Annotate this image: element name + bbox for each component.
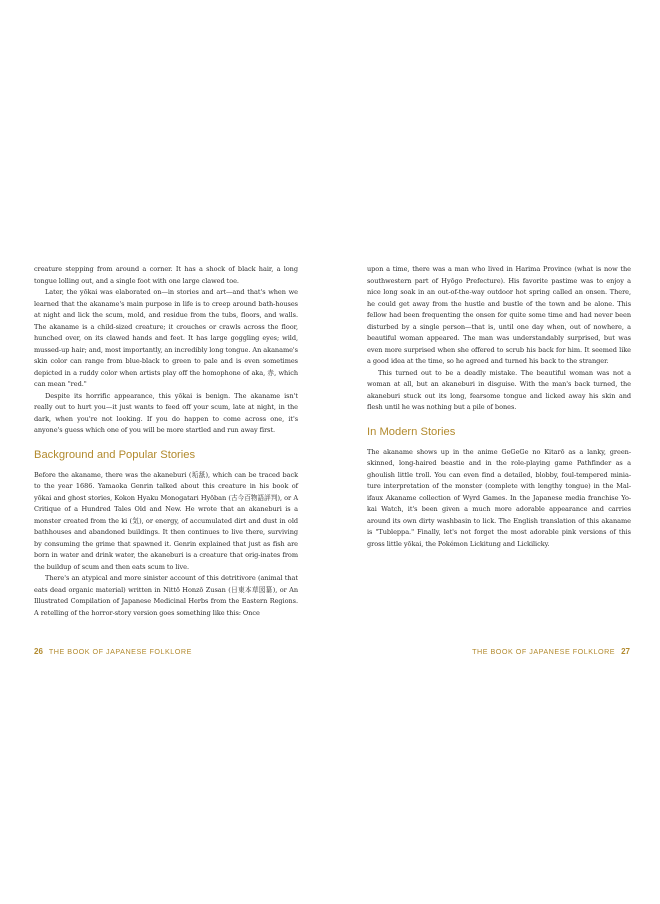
left-page xyxy=(34,264,298,619)
footer-right xyxy=(472,647,630,656)
right-page xyxy=(367,264,631,550)
left-intro-paragraph-3: Despite its horrific appearance, this yōkai is benign. The akaname isn't really out to hurt you—it just wants to feed off your scum, late at night, in the dark, when you're not looking. If you do happen to come across one, it's anyone's guess which one of you will be more startled and run away first. xyxy=(34,391,298,434)
right-story-paragraph-1: upon a time, there was a man who lived in Harima Province (what is now the southwestern part of Hyōgo Prefecture). His favorite pastime was to enjoy a nice long soak in an out-of-the-way outdoor hot spring called an onsen. There, he could get away from the hustle and bustle of the town and be alone. This fellow had been frequenting the onsen for quite some time and had never been disturbed by a single person—that is, until one day when, out of nowhere, a beautiful woman appeared. The man was understandably surprised, but was even more surprised when she offered to scrub his back for him. It seemed like a good idea at the time, so he agreed and turned his back to the stranger. xyxy=(367,265,631,365)
left-intro-paragraph-2: Later, the yōkai was elaborated on—in stories and art—and that's when we learned that the akaname's main purpose in life is to creep around bath-houses at night and lick the scum, mold, and residue from the tubs, floors, and walls. The akaname is a child-sized creature; it crouches or crawls across the floor, hunched over, on its clawed hands and feet. It has large goggling eyes; wild, mussed-up hair; and, most importantly, an incredibly long tongue. An akaname's skin color can range from blue-black to green to pale and is even sometimes depicted in a ruddy color when artists play off the homophone of aka, 赤, which can mean "red." xyxy=(34,288,298,388)
footer-left xyxy=(34,647,192,656)
section-heading-background: Background and Popular Stories xyxy=(34,448,196,461)
page-number-left: 26 xyxy=(34,647,43,656)
running-title-left: THE BOOK OF JAPANESE FOLKLORE xyxy=(48,647,192,656)
section-heading-modern: In Modern Stories xyxy=(367,425,456,438)
left-intro-paragraph-1: creature stepping from around a corner. It has a shock of black hair, a long tongue lolling out, and a single foot with one large clawed toe. xyxy=(34,265,298,285)
left-background-paragraph-2: There's an atypical and more sinister account of this detritivore (animal that eats dead organic material) written in Nittō Honzō Zusan (日東本草図纂), or An Illustrated Compilation of Japanese Medicinal Herbs from the Eastern Regions. A retelling of the horror-story version goes something like this: Once xyxy=(34,574,298,617)
running-title-right: THE BOOK OF JAPANESE FOLKLORE xyxy=(472,647,616,656)
right-story-paragraph-2: This turned out to be a deadly mistake. The beautiful woman was not a woman at all, but an akaneburi in disguise. With the man's back turned, the akaneburi stuck out its long, fearsome tongue and licked away his skin and flesh until he was nothing but a pile of bones. xyxy=(367,368,631,411)
right-modern-paragraph-1: The akaname shows up in the anime GeGeGe no Kitarō as a lanky, green-skinned, long-haired beastie and in the role-playing game Pathfinder as a ghoulish little troll. You can even find a detailed, blobby, foul-tempered minia-ture interpretation of the monster (complete with lengthy tongue) in the Mal-ifaux Akaname collection of Wyrd Games. In the Japanese media franchise Yo-kai Watch, it's been given a much more adorable appearance and carries around its own dirty washbasin to lick. The English translation of this akaname is "Tubleppa." Finally, let's not forget the most adorable pink versions of this gross little yōkai, the Pokémon Lickitung and Lickilicky. xyxy=(367,447,631,548)
left-background-paragraph-1: Before the akaname, there was the akaneburi (垢舐), which can be traced back to the year 1686. Yamaoka Genrin talked about this creature in his book of yōkai and ghost stories, Kokon Hyaku Monogatari Hyōban (古今百物語評判), or A Critique of a Hundred Tales Old and New. He wrote that an akaneburi is a monster created from the ki (気), or energy, of accumulated dirt and dust in old bathhouses and abandoned buildings. It then continues to live there, surviving by consuming the grime that spawned it. Genrin explained that just as fish are born in water and drink water, the akaneburi is a creature that orig-inates from the buildup of scum and then eats scum to live. xyxy=(34,470,298,571)
page-number-right: 27 xyxy=(621,647,630,656)
